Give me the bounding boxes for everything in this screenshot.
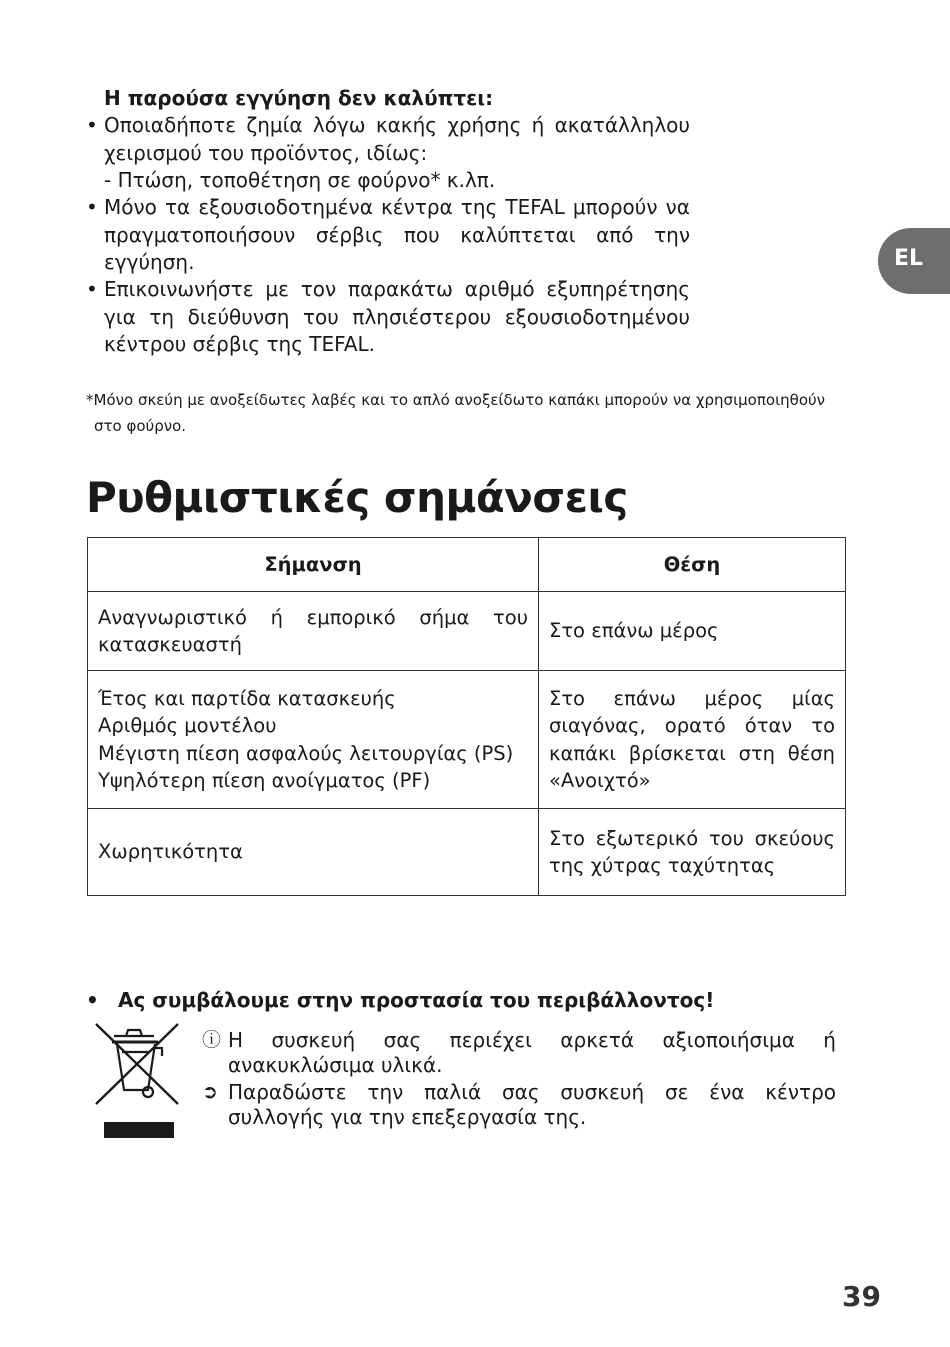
warranty-bullet-text: Μόνο τα εξουσιοδοτημένα κέντρα της TEFAL μπορούν να πραγματοποιήσουν σέρβις που καλύπτεται από την εγγύηση. (104, 195, 690, 274)
marking-text: Χωρητικότητα (98, 840, 243, 864)
location-cell: Στο επάνω μέρος μίας σιαγόνας, ορατό όταν το καπάκι βρίσκεται στη θέση «Ανοιχτό» (539, 671, 846, 809)
warranty-bullet-1 (86, 112, 690, 167)
table-row (88, 592, 846, 671)
marking-text: Υψηλότερη πίεση ανοίγματος (PF) (98, 769, 431, 792)
environment-item-1 (202, 1028, 836, 1078)
location-cell: Στο εξωτερικό του σκεύους της χύτρας ταχύτητας (539, 809, 846, 896)
footnote-line-2: στο φούρνο. (94, 417, 187, 435)
page-number: 39 (842, 1280, 881, 1313)
marking-text: Αναγνωριστικό ή εμπορικό σήμα του κατασκευαστή (98, 605, 528, 656)
bullet-marker: • (86, 277, 98, 301)
table-header-marking: Σήμανση (88, 538, 539, 592)
page-title: Ρυθμιστικές σημάνσεις (86, 473, 628, 522)
info-icon: ⓘ (202, 1029, 222, 1051)
language-tab (878, 228, 950, 294)
marking-text: Αριθμός μοντέλου (98, 714, 277, 737)
marking-cell (88, 671, 539, 809)
bullet-marker: • (86, 195, 98, 219)
warranty-bullet-text: Επικοινωνήστε με τον παρακάτω αριθμό εξυπηρέτησης για τη διεύθυνση του πλησιέστερου εξουσιοδοτημένου κέντρου σέρβις της TEFAL. (104, 277, 690, 356)
table-header-location: Θέση (539, 538, 846, 592)
bullet-marker: • (86, 113, 98, 137)
arrow-right-icon: ➲ (202, 1081, 218, 1103)
environment-item-text: Παραδώστε την παλιά σας συσκευή σε ένα κέντρο συλλογής για την επεξεργασία της. (228, 1080, 836, 1129)
footnote (86, 387, 846, 439)
table-row (88, 671, 846, 809)
markings-table (87, 537, 846, 896)
marking-cell (88, 592, 539, 671)
environment-item-text: Η συσκευή σας περιέχει αρκετά αξιοποιήσιμα ή ανακυκλώσιμα υλικά. (228, 1028, 836, 1077)
table-row (88, 809, 846, 896)
warranty-bullet-3 (86, 276, 690, 359)
warranty-sub-item: - Πτώση, τοποθέτηση σε φούρνο* κ.λπ. (104, 168, 496, 192)
marking-text: Μέγιστη πίεση ασφαλούς λειτουργίας (PS) (98, 741, 514, 765)
environment-heading-text: Ας συμβάλουμε στην προστασία του περιβάλλοντος! (118, 988, 715, 1012)
table-header-row (88, 538, 846, 592)
crossed-out-wheelie-bin-icon (92, 1018, 182, 1140)
warranty-heading: Η παρούσα εγγύηση δεν καλύπτει: (104, 86, 494, 110)
marking-text: Έτος και παρτίδα κατασκευής (98, 686, 396, 710)
footnote-line-1: *Μόνο σκεύη με ανοξείδωτες λαβές και το απλό ανοξείδωτο καπάκι μπορούν να χρησιμοποιηθούν (86, 391, 826, 409)
language-tab-label: EL (894, 246, 924, 271)
marking-cell (88, 809, 539, 896)
warranty-bullet-text: Οποιαδήποτε ζημία λόγω κακής χρήσης ή ακατάλληλου χειρισμού του προϊόντος, ιδίως: (104, 113, 690, 165)
environment-heading (86, 985, 714, 1015)
warranty-bullet-2 (86, 194, 690, 277)
location-cell: Στο επάνω μέρος (539, 592, 846, 671)
environment-item-2 (202, 1080, 836, 1130)
bullet-marker: • (86, 988, 99, 1012)
